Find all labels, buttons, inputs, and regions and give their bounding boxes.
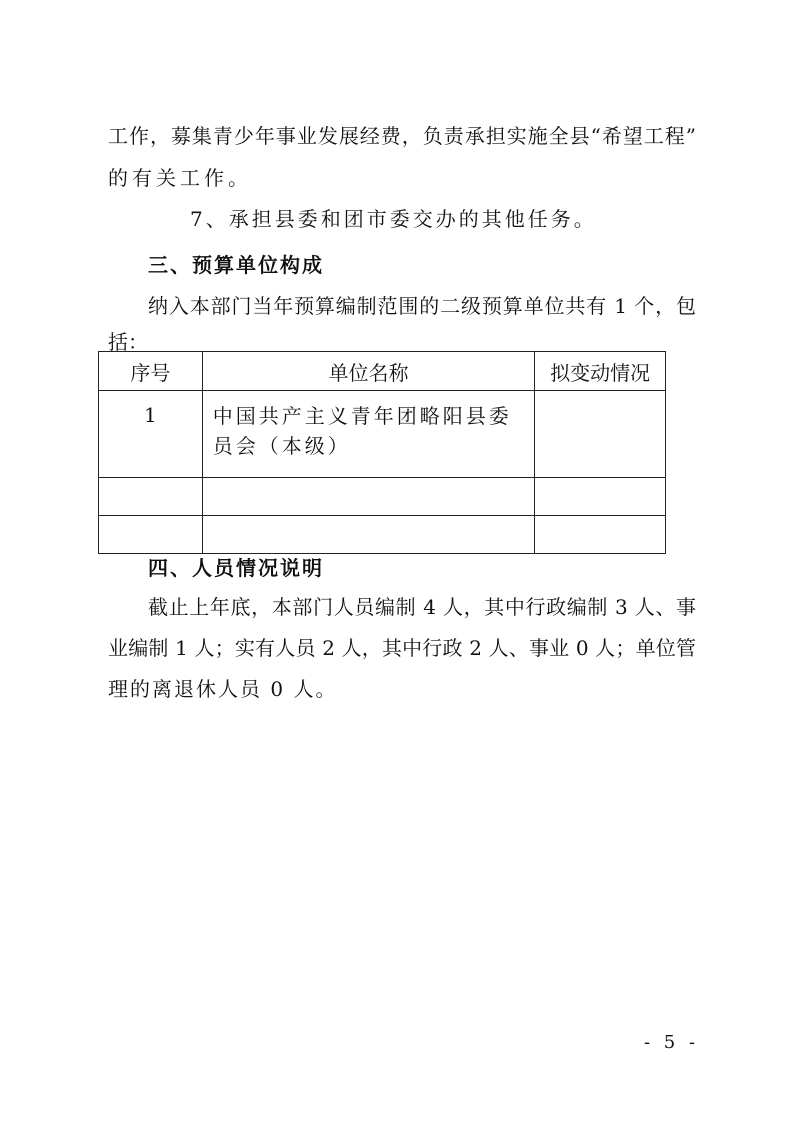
paragraph-line: 工作，募集青少年事业发展经费，负责承担实施全县“希望工程” — [108, 124, 696, 148]
table-row — [99, 516, 666, 554]
table-row — [99, 478, 666, 516]
section-heading: 三、预算单位构成 — [148, 253, 324, 277]
table-cell-change — [535, 391, 666, 478]
section-heading: 四、人员情况说明 — [148, 556, 324, 580]
column-header: 拟变动情况 — [535, 352, 666, 391]
table-cell-name: 中国共产主义青年团略阳县委员会（本级） — [202, 391, 535, 478]
paragraph-line: 括： — [108, 330, 148, 354]
table-cell-name — [202, 516, 535, 554]
table-row — [99, 391, 666, 478]
column-header: 单位名称 — [202, 352, 535, 391]
paragraph-line: 的有关工作。 — [108, 166, 252, 190]
column-header: 序号 — [99, 352, 203, 391]
budget-units-table — [98, 351, 666, 554]
list-item-7: 7、承担县委和团市委交办的其他任务。 — [190, 207, 597, 231]
paragraph-line: 纳入本部门当年预算编制范围的二级预算单位共有 1 个，包 — [148, 294, 696, 318]
page-number: - 5 - — [644, 1032, 700, 1053]
paragraph-line: 理的离退休人员 0 人。 — [108, 677, 338, 701]
table-cell-index: 1 — [99, 391, 203, 478]
table-cell-index — [99, 516, 203, 554]
table-cell-index — [99, 478, 203, 516]
table-cell-change — [535, 478, 666, 516]
table-cell-name — [202, 478, 535, 516]
table-header-row — [99, 352, 666, 391]
table-cell-change — [535, 516, 666, 554]
paragraph-line: 截止上年底，本部门人员编制 4 人，其中行政编制 3 人、事 — [148, 595, 696, 619]
paragraph-line: 业编制 1 人；实有人员 2 人，其中行政 2 人、事业 0 人；单位管 — [108, 636, 696, 660]
